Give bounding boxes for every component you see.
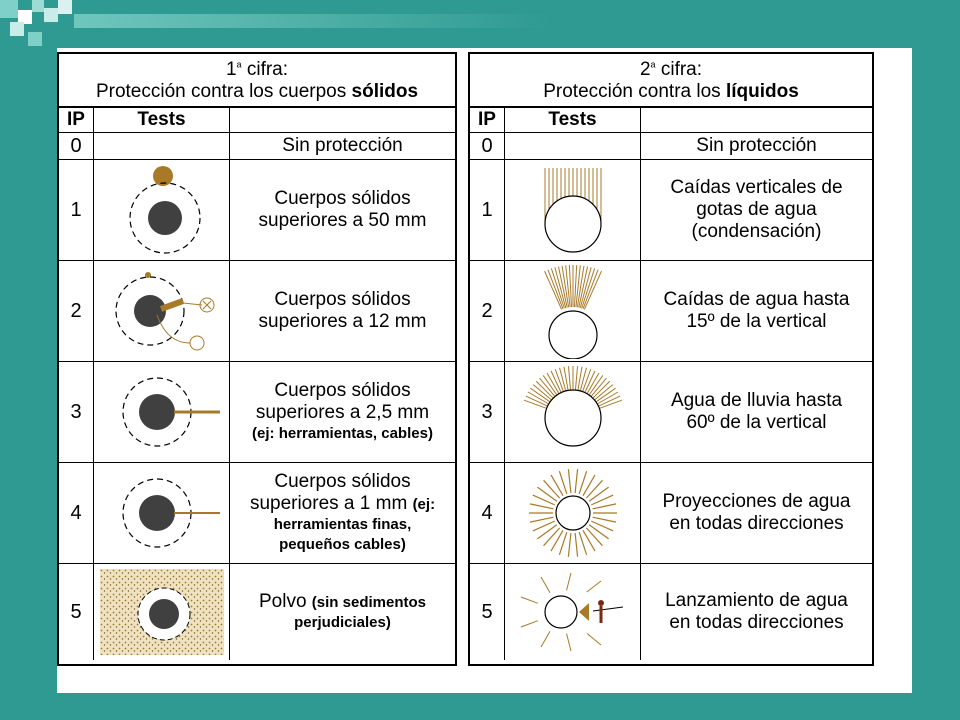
col-desc-header — [230, 108, 455, 132]
deco-bar — [74, 14, 554, 28]
ip-code: 2 — [59, 261, 94, 361]
solids-subtitle: Protección contra los cuerpos sólidos — [95, 81, 419, 102]
row-description: Cuerpos sólidos superiores a 1 mm (ej: herramientas finas, pequeños cables) — [249, 471, 436, 553]
liquids-title: 2$^a$ cifra: — [639, 59, 703, 80]
deco-square — [58, 0, 72, 14]
table-row — [59, 133, 455, 160]
table-row — [470, 261, 872, 362]
jet-figure — [505, 564, 641, 660]
sphere-test-figure — [94, 160, 230, 260]
vertical-drops-figure — [505, 160, 641, 260]
row-description: Polvo (sin sedimentos perjudiciales) — [258, 591, 426, 631]
table-row — [59, 160, 455, 261]
row-description: Caídas verticales de gotas de agua (condensación) — [670, 177, 843, 242]
tool-test-figure — [94, 362, 230, 462]
table-row — [470, 362, 872, 463]
table-row — [59, 362, 455, 463]
col-ip-header: IP — [59, 108, 94, 132]
row-description: Sin protección — [696, 135, 817, 156]
drops-15-figure — [505, 261, 641, 361]
splash-figure — [505, 463, 641, 563]
deco-square — [0, 0, 18, 18]
table-row — [59, 261, 455, 362]
rain-60-figure — [505, 362, 641, 462]
row-description: Sin protección — [282, 135, 403, 156]
table-row — [470, 463, 872, 564]
deco-square — [44, 8, 58, 22]
col-tests-header: Tests — [94, 108, 230, 132]
col-desc-header — [641, 108, 872, 132]
deco-square — [28, 32, 42, 46]
table-row — [59, 564, 455, 660]
col-ip-header: IP — [470, 108, 505, 132]
liquids-table — [468, 52, 874, 666]
ip-code: 4 — [59, 463, 94, 563]
col-tests-header: Tests — [505, 108, 641, 132]
ip-code: 0 — [470, 133, 505, 159]
liquids-header — [470, 54, 872, 108]
table-row — [470, 160, 872, 261]
liquids-column-headers — [470, 108, 872, 133]
ip-code: 2 — [470, 261, 505, 361]
dust-test-figure — [94, 564, 230, 660]
solids-column-headers — [59, 108, 455, 133]
ip-code: 1 — [470, 160, 505, 260]
deco-square — [10, 22, 24, 36]
row-description: Lanzamiento de agua en todas direcciones — [665, 590, 848, 633]
table-row — [470, 133, 872, 160]
table-row — [59, 463, 455, 564]
table-row — [470, 564, 872, 660]
test-figure — [505, 133, 641, 159]
ip-code: 5 — [470, 564, 505, 660]
ip-code: 3 — [59, 362, 94, 462]
liquids-subtitle: Protección contra los líquidos — [543, 81, 799, 102]
solids-table — [57, 52, 457, 666]
solids-header — [59, 54, 455, 108]
finger-test-figure — [94, 261, 230, 361]
ip-code: 3 — [470, 362, 505, 462]
row-description: Cuerpos sólidos superiores a 2,5 mm (ej: herramientas, cables) — [252, 380, 433, 442]
ip-code: 1 — [59, 160, 94, 260]
ip-code: 4 — [470, 463, 505, 563]
row-description: Cuerpos sólidos superiores a 12 mm — [258, 289, 427, 332]
ip-code: 5 — [59, 564, 94, 660]
test-figure — [94, 133, 230, 159]
wire-test-figure — [94, 463, 230, 563]
solids-title: 1$^a$ cifra: — [225, 59, 289, 80]
deco-square — [32, 0, 44, 12]
ip-code: 0 — [59, 133, 94, 159]
row-description: Proyecciones de agua en todas direcciones — [662, 491, 851, 534]
row-description: Cuerpos sólidos superiores a 50 mm — [258, 188, 427, 231]
row-description: Caídas de agua hasta 15º de la vertical — [663, 289, 850, 332]
row-description: Agua de lluvia hasta 60º de la vertical — [670, 390, 843, 433]
